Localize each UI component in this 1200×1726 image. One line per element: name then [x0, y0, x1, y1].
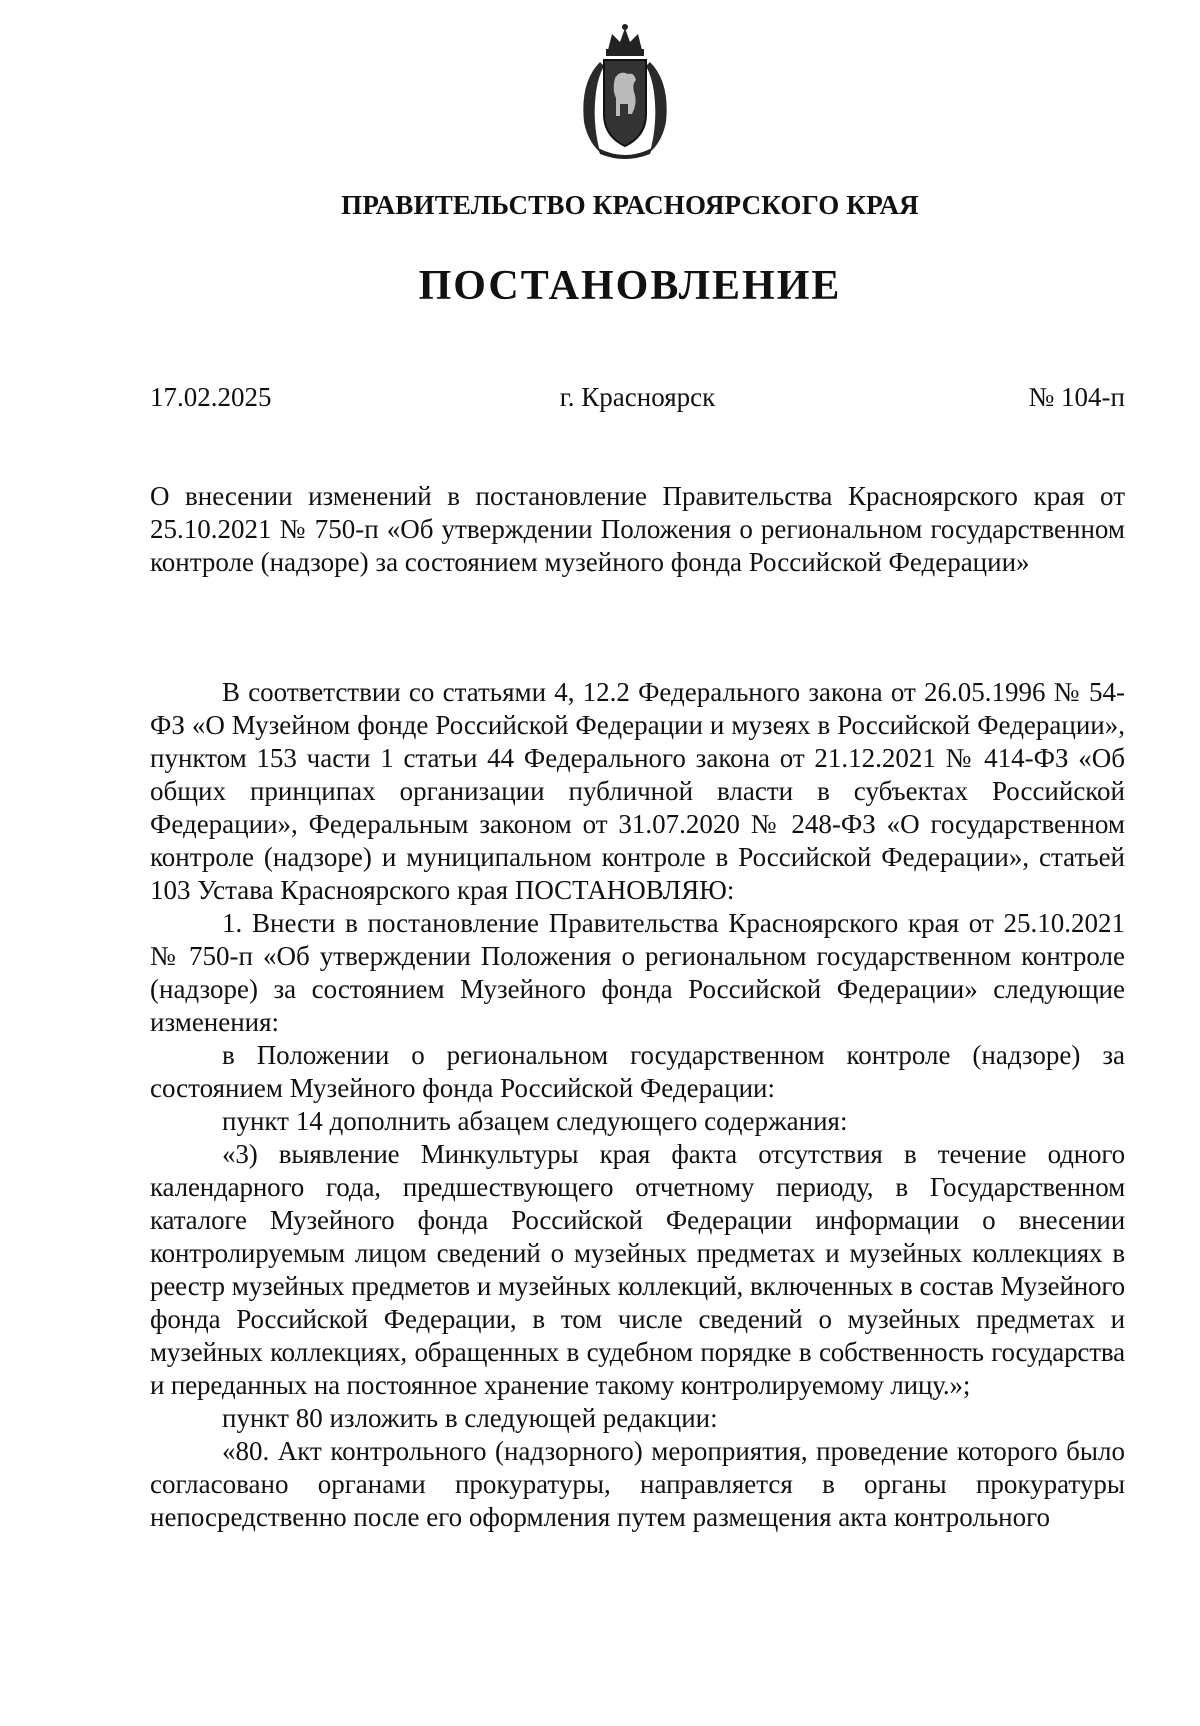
paragraph-item-80-text: «80. Акт контрольного (надзорного) мероприятия, проведение которого было согласовано органами прокуратуры, направляется в органы прокуратуры непосредственно после его оформления путем размещения акта контрольного	[150, 1436, 1125, 1532]
krasnoyarsk-coat-of-arms-icon	[570, 22, 680, 162]
document-body	[150, 676, 1125, 1534]
organization-name: ПРАВИТЕЛЬСТВО КРАСНОЯРСКОГО КРАЯ	[341, 190, 919, 220]
document-meta	[150, 382, 1125, 418]
paragraph-subitem-3: «3) выявление Минкультуры края факта отсутствия в течение одного календарного года, предшествующего отчетному периоду, в Государственном каталоге Музейного фонда Российской Федерации информации о внесении контролируемым лицом сведений о музейных предметах и музейных коллекциях в реестр музейных предметов и музейных коллекций, включенных в состав Музейного фонда Российской Федерации, в том числе сведений о музейных предметах и музейных коллекциях, обращенных в судебном порядке в собственность государства и переданных на постоянное хранение такому контролируемому лицу.»;	[150, 1139, 1125, 1400]
document-type: ПОСТАНОВЛЕНИЕ	[418, 263, 842, 309]
paragraph-punkt-14: пункт 14 дополнить абзацем следующего содержания:	[222, 1106, 848, 1136]
document-title: О внесении изменений в постановление Правительства Красноярского края от 25.10.2021 № 750-п «Об утверждении Положения о региональном государственном контроле (надзоре) за состоянием музейного фонда Российской Федерации»	[150, 481, 1125, 577]
paragraph-item-1: 1. Внести в постановление Правительства Красноярского края от 25.10.2021 № 750-п «Об утверждении Положения о региональном государственном контроле (надзоре) за состоянием Музейного фонда Российской Федерации» следующие изменения:	[150, 908, 1125, 1037]
document-date: 17.02.2025	[150, 382, 272, 412]
paragraph-preamble: В соответствии со статьями 4, 12.2 Федерального закона от 26.05.1996 № 54-ФЗ «О Музейном фонде Российской Федерации и музеях в Российской Федерации», пунктом 153 части 1 статьи 44 Федерального закона от 21.12.2021 № 414-ФЗ «Об общих принципах организации публичной власти в субъектах Российской Федерации», Федеральным законом от 31.07.2020 № 248-ФЗ «О государственном контроле (надзоре) и муниципальном контроле в Российской Федерации», статьей 103 Устава Красноярского края ПОСТАНОВЛЯЮ:	[150, 677, 1125, 905]
document-city: г. Красноярск	[559, 382, 716, 412]
paragraph-punkt-80: пункт 80 изложить в следующей редакции:	[222, 1403, 718, 1433]
paragraph-polozhenie: в Положении о региональном государственном контроле (надзоре) за состоянием Музейного фонда Российской Федерации:	[150, 1040, 1125, 1103]
document-number: № 104-п	[1028, 382, 1125, 412]
